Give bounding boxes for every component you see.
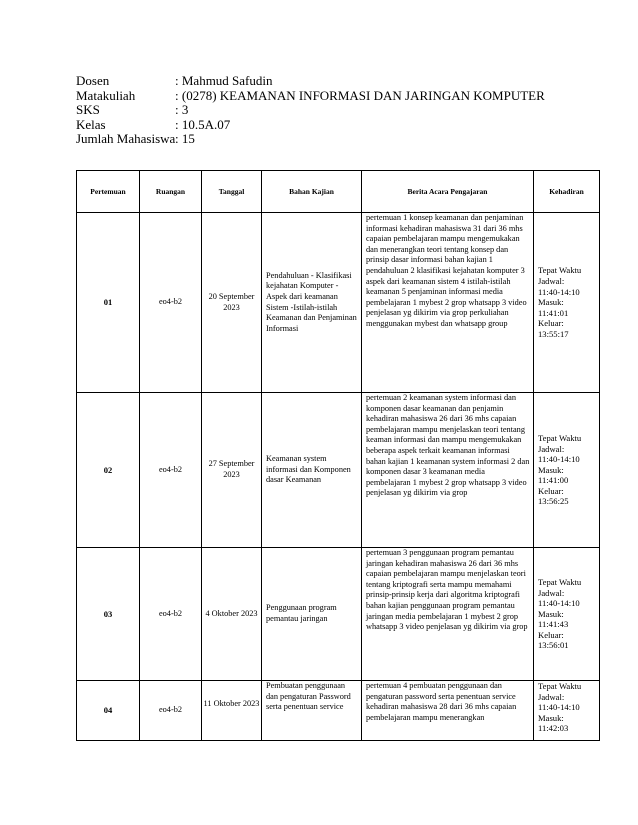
course-info (76, 74, 545, 147)
info-value: : 3 (175, 102, 189, 118)
kehadiran-jadwal-value: 11:40-14:10 (538, 454, 580, 465)
kehadiran-keluar-value: 13:56:01 (538, 640, 569, 651)
cell-tanggal: 20 September 2023 (202, 213, 262, 393)
table-row (77, 681, 600, 741)
info-label: SKS (76, 102, 100, 118)
header-pertemuan: Pertemuan (77, 171, 140, 213)
table-row (77, 548, 600, 681)
info-row-dosen (76, 74, 545, 89)
cell-bahan-kajian: Penggunaan program pemantau jaringan (262, 548, 362, 681)
header-tanggal: Tanggal (202, 171, 262, 213)
cell-tanggal: 27 September 2023 (202, 393, 262, 548)
cell-bahan-kajian (262, 681, 362, 741)
kehadiran-keluar-label: Keluar: (538, 629, 564, 640)
cell-berita-acara: pertemuan 3 penggunaan program pemantau jaringan kehadiran mahasiswa 26 dari 36 mhs capaian pembelajaran mampu menjelaskan teori tentang kriptografi serta mampu memahami prinsip-prinsip kerja dari algoritma kriptografi bahan kajian penggunaan program pemantau jaringan media pembelajaran 1 mybest 2 grop whatsapp 3 video penjelasan yg dikirim via grop (362, 548, 534, 681)
kehadiran-masuk-value: 11:41:43 (538, 619, 569, 630)
header-berita-acara: Berita Acara Pengajaran (362, 171, 534, 213)
kehadiran-masuk-label: Masuk: (538, 608, 564, 619)
kehadiran-masuk-value: 11:42:03 (538, 723, 569, 734)
kehadiran-jadwal-label: Jadwal: (538, 443, 565, 454)
cell-berita-acara: pertemuan 2 keamanan system informasi dan komponen dasar keamanan dan penjamin kehadiran mahasiswa 26 dari 36 mhs capaian pembelajaran mampu menjelaskan teori tentang keaman informasi dan mampu mengemukakan beberapa aspek terkait keamanan informasi bahan kajian 1 keamanan system informasi 2 dan komponen dasar 3 keamanan media pembelajaran 1 mybest 2 grop whatsapp 3 video penjelasan yg dikirim via grop (362, 393, 534, 548)
kehadiran-jadwal-label: Jadwal: (538, 276, 565, 287)
kehadiran-masuk-label: Masuk: (538, 464, 564, 475)
cell-pertemuan: 01 (77, 213, 140, 393)
kehadiran-keluar-label: Keluar: (538, 485, 564, 496)
kehadiran-keluar-value: 13:56:25 (538, 496, 569, 507)
cell-ruangan (140, 681, 202, 741)
kehadiran-jadwal-value: 11:40-14:10 (538, 286, 580, 297)
cell-ruangan: eo4-b2 (140, 548, 202, 681)
info-row-matakuliah (76, 89, 545, 104)
kehadiran-masuk-value: 11:41:01 (538, 307, 569, 318)
pertemuan-value: 04 (103, 705, 113, 715)
table-row (77, 213, 600, 393)
info-label: Kelas (76, 116, 106, 132)
tanggal-value: 11 Oktober 2023 (203, 699, 260, 708)
cell-berita-acara: pertemuan 1 konsep keamanan dan penjaminan informasi kehadiran mahasiswa 31 dari 36 mhs capaian pembelajaran mampu mengemukakan dan menerangkan teori tentang konsep dan prinsip dasar informasi bahan kajian 1 pendahuluan 2 klasifikasi kejahatan komputer 3 aspek dari keamanan sistem 4 istilah-istilah keamanan 5 penjaminan informasi media pembelajaran 1 mybest 2 grop whatsapp 3 video penjelasan yg dikirim via grop perkuliahan menggunakan mybest dan whatsapp group (362, 213, 534, 393)
cell-ruangan: eo4-b2 (140, 393, 202, 548)
header-kehadiran: Kehadiran (534, 171, 600, 213)
kehadiran-list (538, 681, 597, 739)
kehadiran-keluar-value: 13:55:17 (538, 328, 569, 339)
info-row-kelas (76, 118, 545, 133)
table-header-row (77, 171, 600, 213)
info-value: : (0278) KEAMANAN INFORMASI DAN JARINGAN KOMPUTER (175, 87, 545, 103)
kehadiran-masuk-label: Masuk: (538, 297, 564, 308)
cell-bahan-kajian: Pendahuluan - Klasifikasi kejahatan Komputer -Aspek dari keamanan Sistem -Istilah-istilah Keamanan dan Penjaminan Informasi (262, 213, 362, 393)
kehadiran-jadwal-value: 11:40-14:10 (538, 702, 580, 713)
ruangan-value: eo4-b2 (158, 705, 183, 714)
kehadiran-jadwal-label: Jadwal: (538, 587, 565, 598)
cell-kehadiran (534, 393, 600, 548)
kehadiran-jadwal-label: Jadwal: (538, 691, 565, 702)
info-row-sks (76, 103, 545, 118)
cell-kehadiran (534, 548, 600, 681)
kehadiran-status: Tepat Waktu (538, 265, 582, 276)
info-row-jumlah-mahasiswa (76, 132, 545, 147)
cell-tanggal (202, 681, 262, 741)
cell-ruangan: eo4-b2 (140, 213, 202, 393)
cell-kehadiran (534, 213, 600, 393)
info-value: : 10.5A.07 (175, 116, 231, 132)
cell-berita-acara (362, 681, 534, 741)
header-bahan-kajian: Bahan Kajian (262, 171, 362, 213)
bahan-kajian-value: Pembuatan penggunaan dan pengaturan Password serta penentuan service (266, 681, 351, 712)
kehadiran-status: Tepat Waktu (538, 576, 582, 587)
cell-kehadiran (534, 681, 600, 741)
kehadiran-masuk-value: 11:41:00 (538, 475, 569, 486)
kehadiran-masuk-label: Masuk: (538, 712, 564, 723)
cell-pertemuan (77, 681, 140, 741)
header-ruangan: Ruangan (140, 171, 202, 213)
table-row (77, 393, 600, 548)
info-value: : 15 (175, 131, 195, 147)
kehadiran-status: Tepat Waktu (538, 681, 582, 691)
cell-tanggal: 4 Oktober 2023 (202, 548, 262, 681)
kehadiran-jadwal-value: 11:40-14:10 (538, 598, 580, 609)
cell-bahan-kajian: Keamanan system informasi dan Komponen dasar Keamanan (262, 393, 362, 548)
info-label: Dosen (76, 73, 110, 88)
info-label: Matakuliah (76, 87, 136, 103)
kehadiran-keluar-label: Keluar: (538, 318, 564, 329)
teaching-log-table (76, 170, 600, 741)
info-label: Jumlah Mahasiswa (76, 131, 176, 147)
kehadiran-status: Tepat Waktu (538, 432, 582, 443)
berita-acara-value: pertemuan 4 pembuatan penggunaan dan pengaturan password serta penentuan service kehadiran mahasiswa 28 dari 36 mhs capaian pembelajaran mampu menerangkan (366, 681, 517, 722)
cell-pertemuan: 03 (77, 548, 140, 681)
cell-pertemuan: 02 (77, 393, 140, 548)
info-value: : Mahmud Safudin (175, 73, 273, 88)
